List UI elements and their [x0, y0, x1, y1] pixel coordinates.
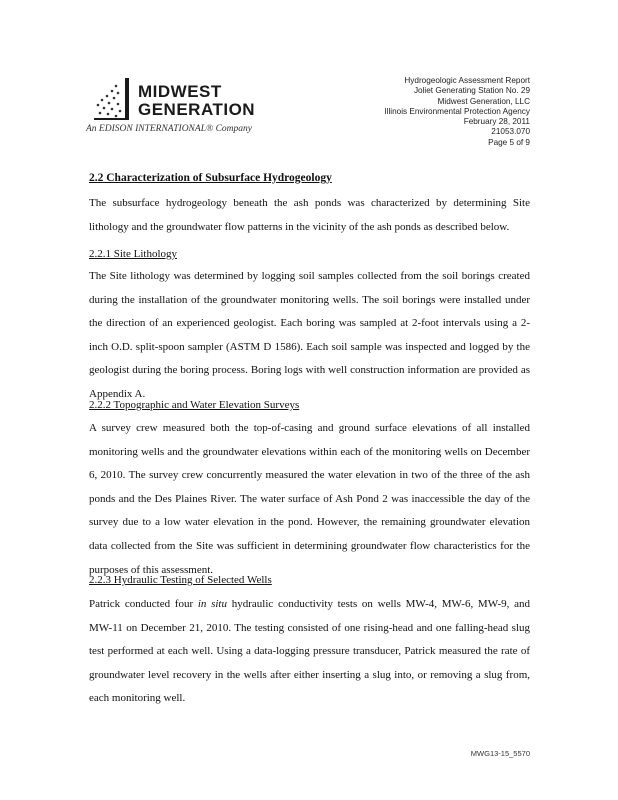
- midwest-generation-logo-mark-icon: [92, 78, 132, 122]
- section-heading-2-2-1: 2.2.1 Site Lithology: [89, 248, 177, 260]
- header-agency: Illinois Environmental Protection Agency: [384, 106, 530, 116]
- header-project-number: 21053.070: [491, 127, 530, 137]
- report-header: [384, 76, 530, 148]
- logo-tagline: An EDISON INTERNATIONAL® Company: [86, 124, 252, 134]
- header-page-number: Page 5 of 9: [488, 137, 530, 147]
- company-logo: [86, 76, 256, 136]
- paragraph-2-2-3-part2: hydraulic conductivity tests on wells MW-4, MW-6, MW-9, and MW-11 on December 21, 2010. The testing consisted of one rising-head and one falling-head slug test performed at each well. Using a data-logging pressure transducer, Patrick measured the rate of groundwater level recovery in the wells after either inserting a slug into, or removing a slug from, each monitoring well.: [89, 598, 530, 705]
- paragraph-2-2-2: A survey crew measured both the top-of-casing and ground surface elevations of all installed monitoring wells and the groundwater elevations within each of the monitoring wells on December 6, 2010. The survey crew concurrently measured the water elevation in two of the three of the ash ponds and the Des Plaines River. The water surface of Ash Pond 2 was inaccessible the day of the survey due to a low water elevation in the pond. However, the remaining groundwater elevation data collected from the Site was sufficient in determining groundwater flow characteristics for the purposes of this assessment.: [89, 422, 530, 576]
- paragraph-2-2: The subsurface hydrogeology beneath the ash ponds was characterized by determining Site lithology and the groundwater flow patterns in the vicinity of the ash ponds as described below.: [89, 197, 530, 233]
- paragraph-2-2-1: The Site lithology was determined by logging soil samples collected from the soil borings created during the installation of the groundwater monitoring wells. The soil borings were installed under the direction of an experienced geologist. Each boring was sampled at 2-foot intervals using a 2-inch O.D. split-spoon sampler (ASTM D 1586). Each soil sample was inspected and logged by the geologist during the boring process. Boring logs with well construction information are provided as Appendix A.: [89, 270, 530, 400]
- section-heading-2-2-3: 2.2.3 Hydraulic Testing of Selected Wells: [89, 574, 272, 586]
- header-report-title: Hydrogeologic Assessment Report: [404, 76, 530, 85]
- header-company: Midwest Generation, LLC: [437, 96, 530, 106]
- paragraph-2-2-3-italic: in situ: [197, 598, 227, 610]
- paragraph-2-2-3: [89, 593, 530, 711]
- bates-number: MWG13-15_5570: [470, 749, 530, 758]
- section-heading-2-2-2: 2.2.2 Topographic and Water Elevation Surveys: [89, 399, 300, 411]
- header-date: February 28, 2011: [463, 117, 530, 127]
- section-heading-2-2: 2.2 Characterization of Subsurface Hydrogeology: [89, 172, 332, 184]
- logo-name-line1: MIDWEST: [138, 82, 222, 101]
- logo-name-line2: GENERATION: [138, 100, 256, 119]
- paragraph-2-2-3-part1: Patrick conducted four: [89, 598, 198, 610]
- header-station: Joliet Generating Station No. 29: [413, 86, 530, 96]
